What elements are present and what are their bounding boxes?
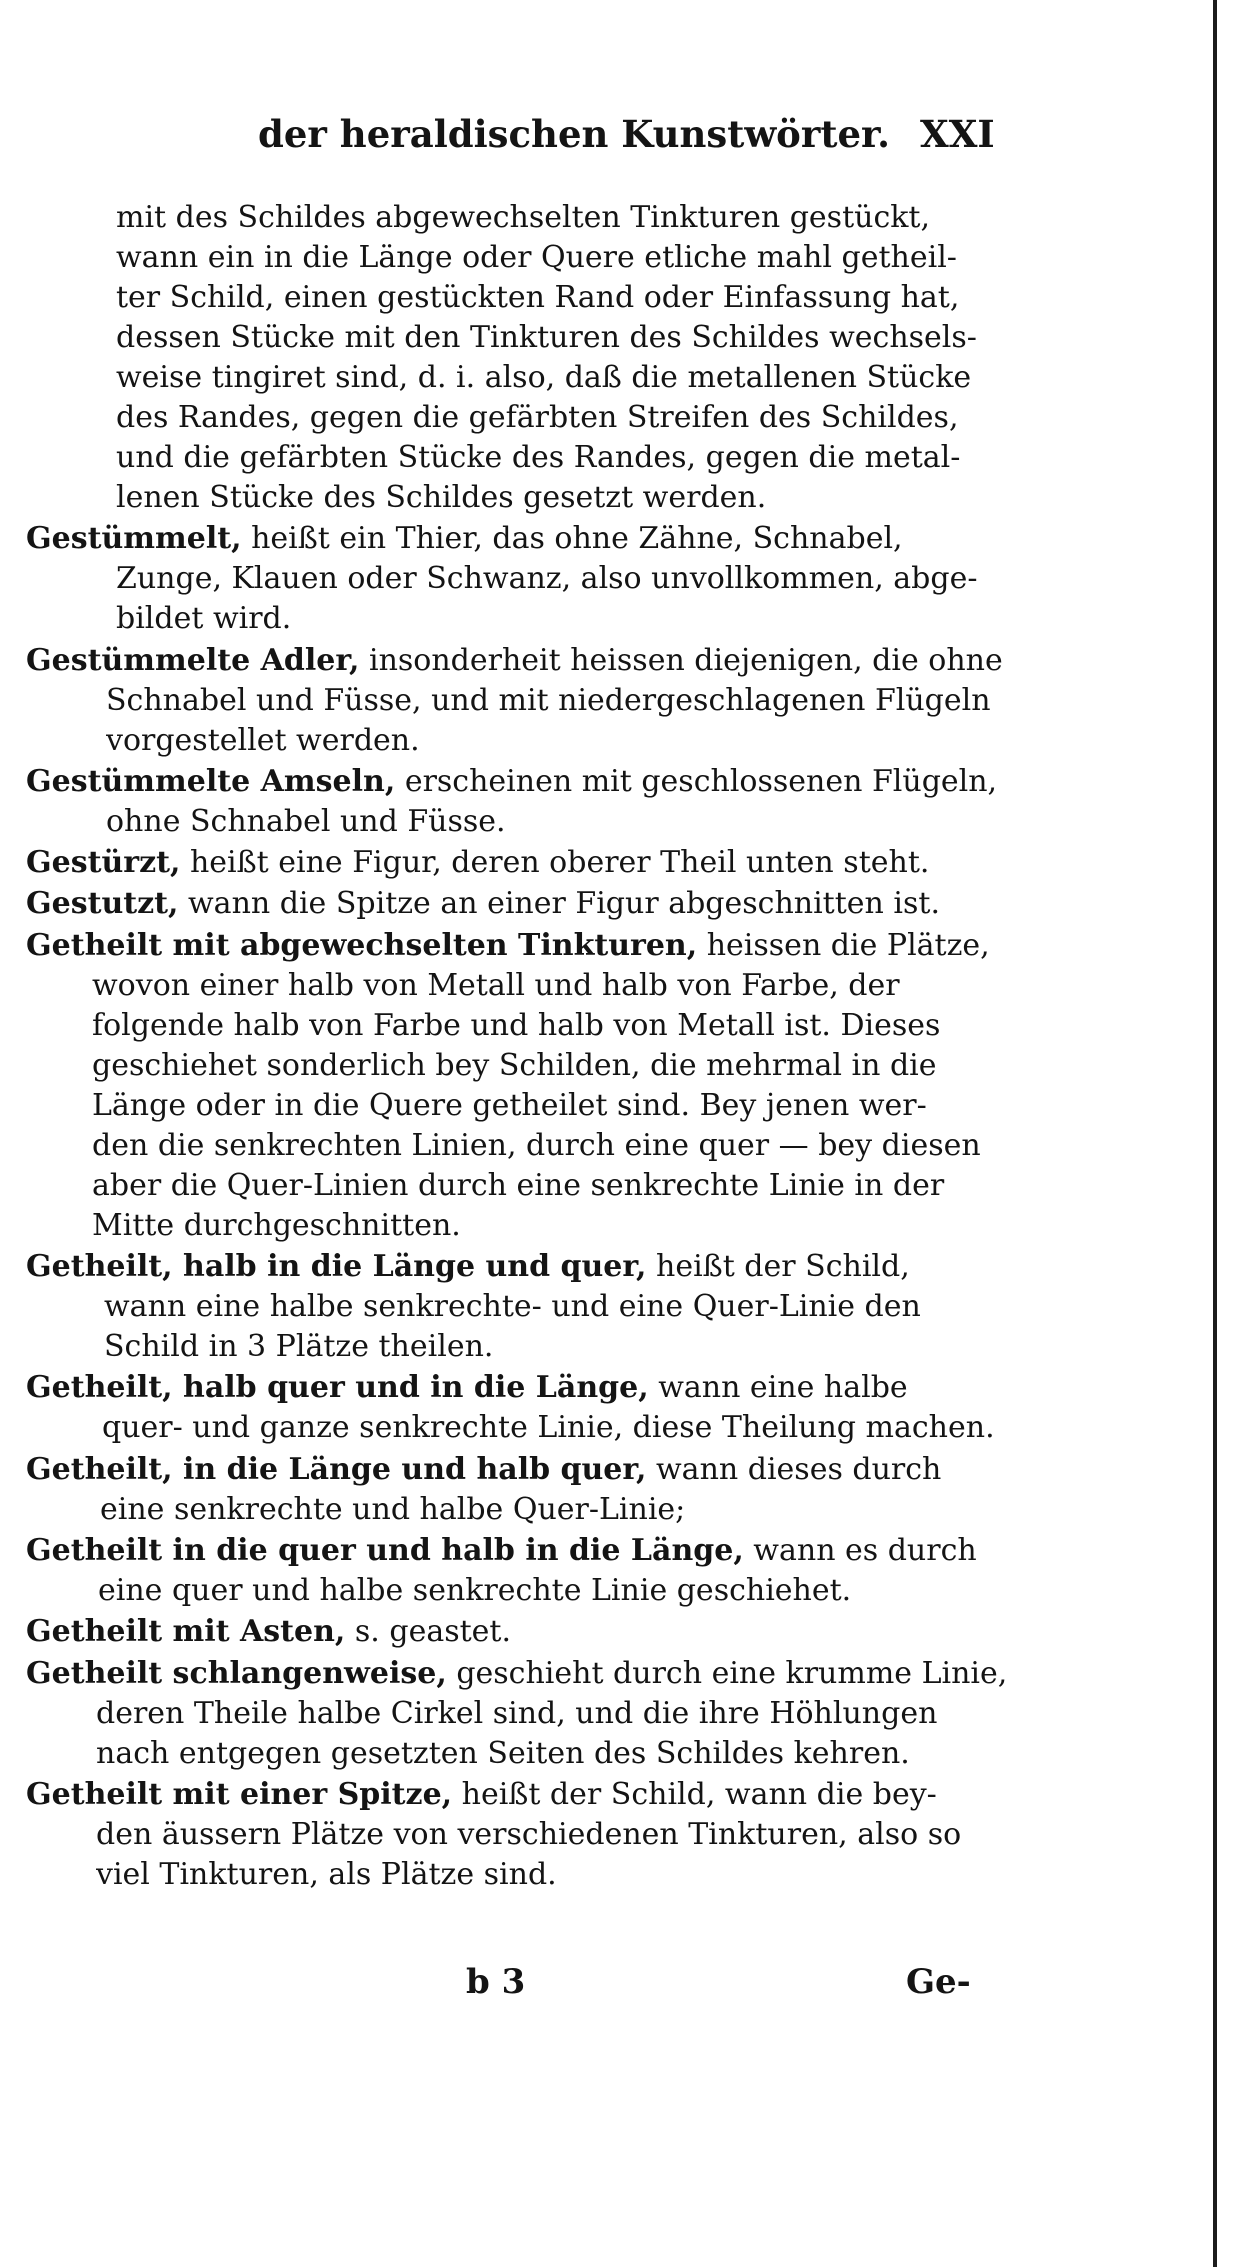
entry-lemma: Getheilt, in die Länge und halb quer, — [26, 1451, 647, 1487]
page-number: XXI — [920, 112, 995, 156]
text-line: Schild in 3 Plätze theilen. — [104, 1329, 494, 1365]
signature-mark: b 3 — [466, 1962, 526, 2002]
page-footer — [0, 1962, 1259, 2012]
text-line: dessen Stücke mit den Tinkturen des Schildes wechsels- — [116, 320, 977, 355]
entry-lemma: Getheilt in die quer und halb in die Länge, — [26, 1532, 744, 1568]
entry-first-line — [26, 1247, 1010, 1287]
text-line: vorgestellet werden. — [106, 722, 420, 758]
entry-lemma: Gestümmelte Amseln, — [26, 763, 396, 799]
entry-lemma: Getheilt schlangenweise, — [26, 1655, 447, 1691]
entry-first-line — [26, 1450, 1010, 1490]
dictionary-entry — [26, 926, 1010, 1246]
entry-text: heißt eine Figur, deren oberer Theil unten steht. — [180, 845, 930, 881]
text-line: aber die Quer-Linien durch eine senkrechte Linie in der — [92, 1167, 945, 1203]
text-line: Mitte durchgeschnitten. — [92, 1207, 461, 1243]
entry-lemma: Gestümmelte Adler, — [26, 642, 360, 678]
entry-text: heißt ein Thier, das ohne Zähne, Schnabel, — [241, 521, 903, 557]
entry-text: heißt der Schild, wann die bey- — [452, 1776, 937, 1812]
entry-text: heißt der Schild, — [646, 1249, 910, 1285]
entry-first-line — [26, 884, 1010, 924]
text-line: wann eine halbe senkrechte- und eine Quer-Linie den — [104, 1289, 921, 1325]
text-line: nach entgegen gesetzten Seiten des Schildes kehren. — [96, 1735, 910, 1771]
entry-text: s. geastet. — [345, 1614, 512, 1650]
dictionary-entry — [26, 1612, 1010, 1652]
entry-text: erscheinen mit geschlossenen Flügeln, — [395, 763, 998, 799]
entry-lemma: Gestürzt, — [26, 845, 181, 881]
text-line: weise tingiret sind, d. i. also, daß die metallenen Stücke — [116, 360, 972, 395]
text-line: geschiehet sonderlich bey Schilden, die mehrmal in die — [92, 1047, 937, 1083]
page-edge-shadow — [1213, 0, 1217, 2267]
entry-first-line — [26, 1654, 1010, 1694]
entry-first-line — [26, 843, 1010, 883]
text-line: deren Theile halbe Cirkel sind, und die ihre Höhlungen — [96, 1695, 938, 1731]
running-title: der heraldischen Kunstwörter. — [258, 112, 890, 156]
entry-lemma: Getheilt mit einer Spitze, — [26, 1776, 453, 1812]
text-line: bildet wird. — [116, 601, 292, 637]
entry-text: wann eine halbe — [648, 1370, 908, 1406]
text-line: lenen Stücke des Schildes gesetzt werden. — [116, 480, 767, 515]
page-header — [0, 112, 1259, 172]
entry-text: wann es durch — [743, 1532, 977, 1568]
entry-text: wann dieses durch — [646, 1451, 942, 1487]
entry-first-line — [26, 519, 1010, 559]
dictionary-entry — [26, 884, 1010, 924]
text-line: den äussern Plätze von verschiedenen Tinkturen, also so — [96, 1816, 962, 1852]
entry-first-line — [26, 1612, 1010, 1652]
dictionary-entry — [26, 1450, 1010, 1530]
continued-entry — [26, 198, 1010, 518]
entry-first-line — [26, 1368, 1010, 1408]
entry-text: wann die Spitze an einer Figur abgeschnitten ist. — [178, 886, 940, 922]
text-line: ter Schild, einen gestückten Rand oder Einfassung hat, — [116, 280, 960, 315]
entry-lemma: Getheilt mit Asten, — [26, 1614, 346, 1650]
entry-first-line — [26, 926, 1010, 966]
text-line: Schnabel und Füsse, und mit niedergeschlagenen Flügeln — [106, 682, 991, 718]
text-line: Zunge, Klauen oder Schwanz, also unvollkommen, abge- — [116, 561, 978, 597]
text-line: quer- und ganze senkrechte Linie, diese Theilung machen. — [102, 1410, 995, 1446]
body-text — [26, 198, 1010, 1896]
text-line: eine quer und halbe senkrechte Linie geschiehet. — [98, 1572, 852, 1608]
text-line: und die gefärbten Stücke des Randes, gegen die metal- — [116, 440, 961, 475]
entry-first-line — [26, 762, 1010, 802]
entry-first-line — [26, 1531, 1010, 1571]
text-line: Länge oder in die Quere getheilet sind. Bey jenen wer- — [92, 1087, 927, 1123]
entry-text: geschieht durch eine krumme Linie, — [446, 1655, 1008, 1691]
text-line: wann ein in die Länge oder Quere etliche mahl getheil- — [116, 240, 957, 275]
dictionary-entry — [26, 1775, 1010, 1895]
entry-lemma: Getheilt mit abgewechselten Tinkturen, — [26, 927, 698, 963]
entry-lemma: Getheilt, halb in die Länge und quer, — [26, 1249, 647, 1285]
entry-lemma: Getheilt, halb quer und in die Länge, — [26, 1370, 649, 1406]
entry-first-line — [26, 641, 1010, 681]
dictionary-entry — [26, 1368, 1010, 1448]
dictionary-entry — [26, 1654, 1010, 1774]
dictionary-entry — [26, 641, 1010, 761]
entry-text: insonderheit heissen diejenigen, die ohne — [359, 642, 1003, 678]
entry-lemma: Gestümmelt, — [26, 521, 242, 557]
text-line: folgende halb von Farbe und halb von Metall ist. Dieses — [92, 1007, 941, 1043]
text-line: eine senkrechte und halbe Quer-Linie; — [100, 1491, 686, 1527]
dictionary-entry — [26, 762, 1010, 842]
text-line: viel Tinkturen, als Plätze sind. — [96, 1856, 557, 1892]
text-line: ohne Schnabel und Füsse. — [106, 803, 506, 839]
entry-first-line — [26, 1775, 1010, 1815]
entry-text: heissen die Plätze, — [697, 927, 990, 963]
dictionary-entry — [26, 1247, 1010, 1367]
text-line: des Randes, gegen die gefärbten Streifen des Schildes, — [116, 400, 959, 435]
entry-lemma: Gestutzt, — [26, 886, 179, 922]
dictionary-entry — [26, 843, 1010, 883]
text-line: den die senkrechten Linien, durch eine quer — bey diesen — [92, 1127, 981, 1163]
dictionary-entry — [26, 519, 1010, 639]
catchword: Ge- — [906, 1962, 971, 2002]
text-line: wovon einer halb von Metall und halb von Farbe, der — [92, 967, 900, 1003]
dictionary-entry — [26, 1531, 1010, 1611]
text-line: mit des Schildes abgewechselten Tinkturen gestückt, — [116, 200, 931, 235]
